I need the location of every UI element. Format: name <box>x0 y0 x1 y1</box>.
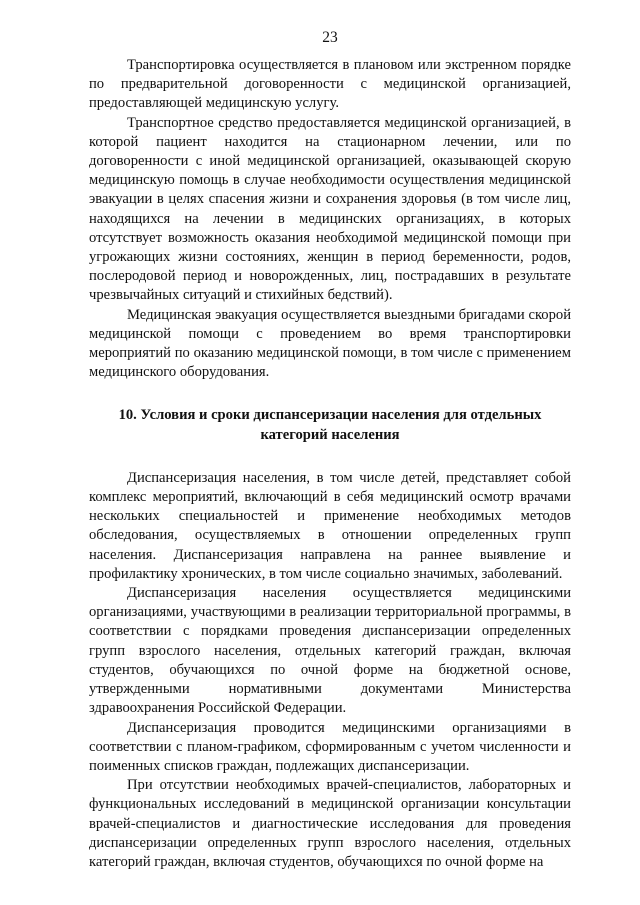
paragraph-medical-evacuation: Медицинская эвакуация осуществляется выездными бригадами скорой медицинской помощи с проведением во время транспортировки мероприятий по оказанию медицинской помощи, в том числе с применением медицинского оборудования. <box>89 306 571 381</box>
paragraph-transport-vehicle: Транспортное средство предоставляется медицинской организацией, в которой пациент находится на стационарном лечении, или по договоренности с иной медицинской организацией, оказывающей скорую медицинскую помощь в случае необходимости осуществления медицинской эвакуации в целях спасения жизни и сохранения здоровья (в том числе лиц, находящихся на лечении в медицинских организациях, в которых отсутствует возможность оказания необходимой медицинской помощи при угрожающих жизни состояниях, женщин в период беременности, родов, послеродовой период и новорожденных, лиц, пострадавших в результате чрезвычайных ситуаций и стихийных бедствий). <box>89 114 571 304</box>
paragraph-dispensary-schedule: Диспансеризация проводится медицинскими организациями в соответствии с планом-графиком, сформированным с учетом численности и поименных списков граждан, подлежащих диспансеризации. <box>89 719 571 774</box>
document-page <box>89 28 571 872</box>
paragraph-dispensary-definition: Диспансеризация населения, в том числе детей, представляет собой комплекс мероприятий, включающий в себя медицинский осмотр врачами нескольких специальностей и применение необходимых методов обследования, осуществляемых в отношении определенных групп населения. Диспансеризация направлена на раннее выявление и профилактику хронических, в том числе социально значимых, заболеваний. <box>89 469 571 582</box>
paragraph-transport-order: Транспортировка осуществляется в плановом или экстренном порядке по предварительной договоренности с медицинской организацией, предоставляющей медицинскую услугу. <box>89 57 571 112</box>
page-number: 23 <box>322 29 338 46</box>
paragraph-dispensary-specialists: При отсутствии необходимых врачей-специалистов, лабораторных и функциональных исследований в медицинской организации консультации врачей-специалистов и диагностические исследования для проведения диспансеризации определенных групп взрослого населения, отдельных категорий граждан, включая студентов, обучающихся по очной форме на <box>89 777 571 870</box>
section-heading-10: 10. Условия и сроки диспансеризации населения для отдельных категорий населения <box>118 407 542 443</box>
paragraph-dispensary-organizations: Диспансеризация населения осуществляется медицинскими организациями, участвующими в реализации территориальной программы, в соответствии с порядками проведения диспансеризации определенных групп взрослого населения, отдельных категорий граждан, включая студентов, обучающихся по очной форме на бюджетной основе, утвержденными нормативными документами Министерства здравоохранения Российской Федерации. <box>89 585 571 717</box>
